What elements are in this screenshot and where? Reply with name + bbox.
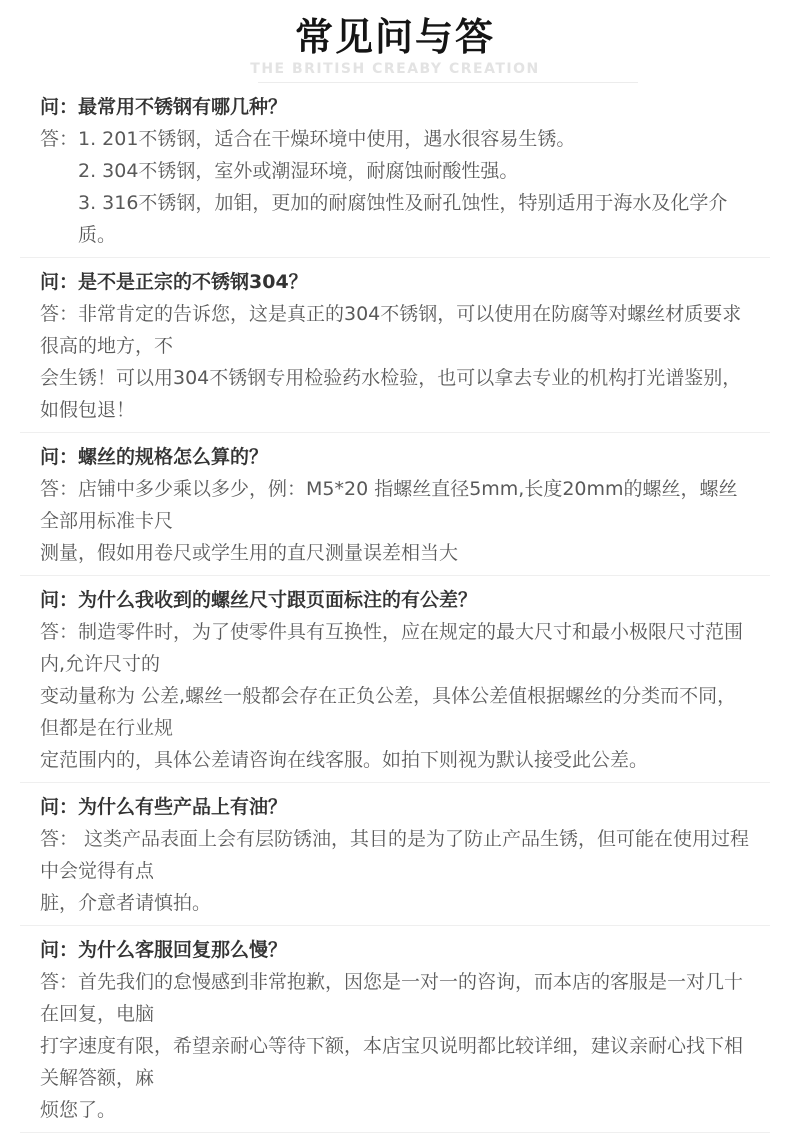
brand-watermark: THE BRITISH CREABY CREATION	[250, 61, 540, 77]
answer-text	[40, 823, 752, 919]
answer-line: 3. 316不锈钢，加钼，更加的耐腐蚀性及耐孔蚀性，特别适用于海水及化学介质。	[78, 192, 728, 246]
qa-section-6	[20, 926, 770, 1133]
page-header	[0, 0, 790, 83]
answer-text	[40, 616, 752, 776]
answer-line: 答：1. 201不锈钢，适合在干燥环境中使用，遇水很容易生锈。	[40, 128, 576, 150]
page-title: 常见问与答	[294, 15, 495, 59]
answer-line: 2. 304不锈钢，室外或潮湿环境，耐腐蚀耐酸性强。	[78, 160, 519, 182]
answer-line: 会生锈！可以用304不锈钢专用检验药水检验，也可以拿去专业的机构打光谱鉴别，如假包退！	[40, 367, 742, 421]
answer-text	[40, 123, 752, 251]
answer-text	[40, 966, 752, 1126]
qa-section-2	[20, 258, 770, 433]
answer-line: 脏，介意者请慎拍。	[40, 892, 212, 914]
answer-line: 打字速度有限，希望亲耐心等待下额，本店宝贝说明都比较详细，建议亲耐心找下相关解答额，麻	[40, 1035, 744, 1089]
question-text: 问：为什么有些产品上有油？	[40, 796, 288, 818]
answer-line: 答： 这类产品表面上会有层防锈油，其目的是为了防止产品生锈，但可能在使用过程中会觉得有点	[40, 828, 750, 882]
answer-text	[40, 473, 752, 569]
question-text: 问：为什么客服回复那么慢？	[40, 939, 288, 961]
answer-text	[40, 298, 752, 426]
question-text: 问：螺丝的规格怎么算的？	[40, 446, 269, 468]
answer-line: 答：制造零件时，为了使零件具有互换性，应在规定的最大尺寸和最小极限尺寸范围内,允许尺寸的	[40, 621, 744, 675]
answer-line: 烦您了。	[40, 1099, 117, 1121]
qa-section-3	[20, 433, 770, 576]
question-text: 问：为什么我收到的螺丝尺寸跟页面标注的有公差？	[40, 589, 478, 611]
qa-section-5	[20, 783, 770, 926]
answer-line: 变动量称为 公差,螺丝一般都会存在正负公差，具体公差值根据螺丝的分类而不同，但都是在行业规	[40, 685, 737, 739]
answer-line: 答：店铺中多少乘以多少，例：M5*20 指螺丝直径5mm,长度20mm的螺丝，螺丝全部用标准卡尺	[40, 478, 738, 532]
answer-line: 测量，假如用卷尺或学生用的直尺测量误差相当大	[40, 542, 459, 564]
answer-line: 答：首先我们的怠慢感到非常抱歉，因您是一对一的咨询，而本店的客服是一对几十在回复，电脑	[40, 971, 744, 1025]
question-text: 问：是不是正宗的不锈钢304？	[40, 271, 308, 293]
answer-line: 答：非常肯定的告诉您，这是真正的304不锈钢，可以使用在防腐等对螺丝材质要求很高的地方，不	[40, 303, 742, 357]
qa-section-4	[20, 576, 770, 783]
qa-section-1	[20, 83, 770, 258]
answer-line: 定范围内的，具体公差请咨询在线客服。如拍下则视为默认接受此公差。	[40, 749, 649, 771]
question-text: 问：最常用不锈钢有哪几种？	[40, 96, 288, 118]
